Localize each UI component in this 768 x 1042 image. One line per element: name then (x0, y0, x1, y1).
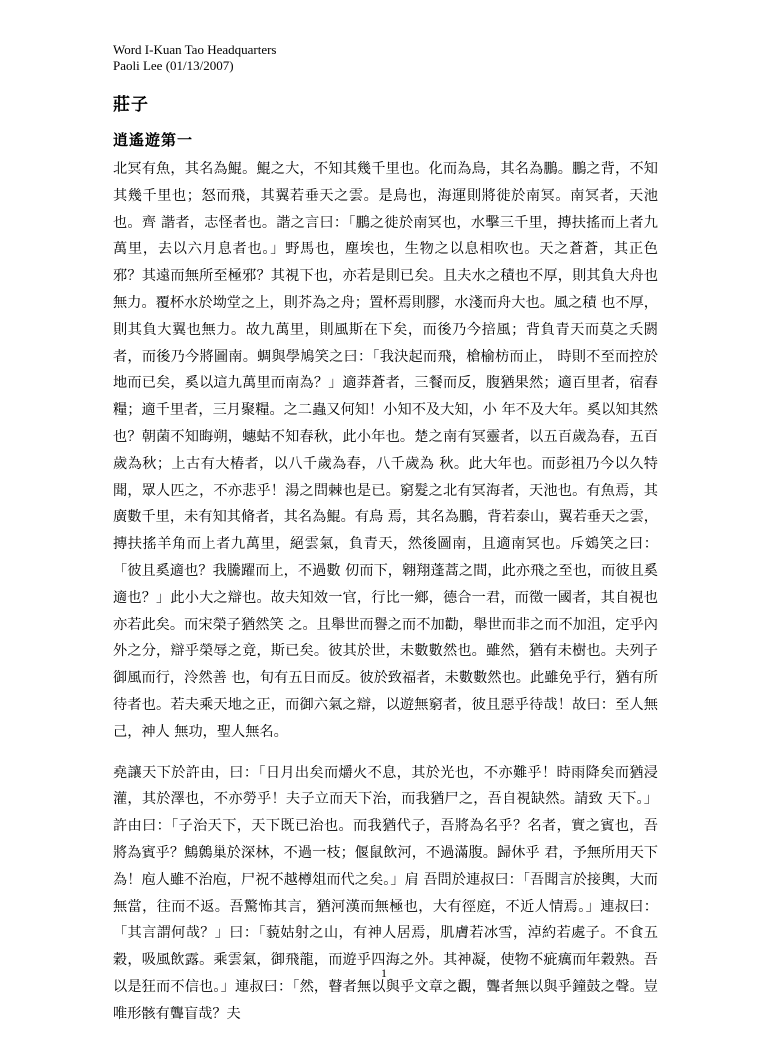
chapter-heading: 逍遙遊第一 (113, 131, 194, 149)
page-number: 1 (381, 966, 387, 980)
header-author-date: Paoli Lee (01/13/2007) (113, 58, 234, 73)
paragraph-1: 北冥有魚，其名為鯤。鯤之大，不知其幾千里也。化而為鳥，其名為鵬。鵬之背，不知其幾千里也；怒而飛，其翼若垂天之雲。是鳥也，海運則將徙於南冥。南冥者，天池也。齊 諧者，志怪者也。諧之言曰：「鵬之徙於南冥也，水擊三千里，摶扶搖而上者九萬里，去以六月息者也。」野馬也，塵埃也，生物之以息相吹也。天之蒼蒼，其正色 邪？其遠而無所至極邪？其視下也，亦若是則已矣。且夫水之積也不厚，則其負大舟也無力。覆杯水於坳堂之上，則芥為之舟；置杯焉則膠，水淺而舟大也。風之積 也不厚，則其負大翼也無力。故九萬里，則風斯在下矣，而後乃今掊風；背負青天而莫之夭閼者，而後乃今將圖南。蜩與學鳩笑之曰：「我決起而飛，槍榆枋而止， 時則不至而控於地而已矣，奚以這九萬里而南為？」適莽蒼者，三餐而反，腹猶果然；適百里者，宿舂糧；適千里者，三月聚糧。之二蟲又何知！小知不及大知，小 年不及大年。奚以知其然也？朝菌不知晦朔，蟪蛄不知春秋，此小年也。楚之南有冥靈者，以五百歲為春，五百歲為秋；上古有大椿者，以八千歲為春，八千歲為 秋。此大年也。而彭祖乃今以久特聞，眾人匹之，不亦悲乎！湯之問棘也是已。窮髮之北有冥海者，天池也。有魚焉，其廣數千里，未有知其脩者，其名為鯤。有鳥 焉，其名為鵬，背若泰山，翼若垂天之雲，摶扶搖羊角而上者九萬里，絕雲氣，負青天，然後圖南，且適南冥也。斥鴳笑之曰：「彼且奚適也？我騰躍而上，不過數 仞而下，翱翔蓬蒿之間，此亦飛之至也，而彼且奚適也？」此小大之辯也。故夫知效一官，行比一鄉，德合一君，而徵一國者，其自視也亦若此矣。而宋榮子猶然笑 之。且舉世而譽之而不加勸，舉世而非之而不加沮，定乎內外之分，辯乎榮辱之竟，斯已矣。彼其於世，未數數然也。雖然，猶有未樹也。夫列子御風而行，泠然善 也，旬有五日而反。彼於致福者，未數數然也。此雖免乎行，猶有所待者也。若夫乘天地之正，而御六氣之辯，以遊無窮者，彼且惡乎待哉！故曰：至人無己，神人 無功，聖人無名。 (113, 161, 658, 740)
paragraph-2: 堯讓天下於許由，曰：「日月出矣而爝火不息，其於光也，不亦難乎！時雨降矣而猶浸灌，其於澤也，不亦勞乎！夫子立而天下治，而我猶尸之，吾自視缺然。請致 天下。」許由曰：「子治天下，天下既已治也。而我猶代子，吾將為名乎？名者，實之賓也，吾將為賓乎？鷦鷯巢於深林，不過一枝；偃鼠飲河，不過滿腹。歸休乎 君，予無所用天下為！庖人雖不治庖，尸祝不越樽俎而代之矣。」肩 吾問於連叔曰：「吾聞言於接輿，大而無當，往而不返。吾驚怖其言，猶河漢而無極也，大有徑庭，不近人情焉。」連叔曰：「其言謂何哉？」曰：「藐姑射之山，有神人居焉，肌膚若冰雪，淖約若處子。不食五穀，吸風飲露。乘雲氣，御飛龍，而遊乎四海之外。其神凝，使物不疵癘而年穀熟。吾以是狂而不信也。」連叔曰：「然，瞽者無以與乎文章之觀，聾者無以與乎鐘鼓之聲。豈唯形骸有聾盲哉？夫 (113, 764, 658, 1022)
document-title: 莊子 (113, 95, 149, 115)
header-organization: Word I-Kuan Tao Headquarters (113, 42, 277, 57)
page-header (113, 42, 277, 74)
body-text (113, 156, 658, 1042)
